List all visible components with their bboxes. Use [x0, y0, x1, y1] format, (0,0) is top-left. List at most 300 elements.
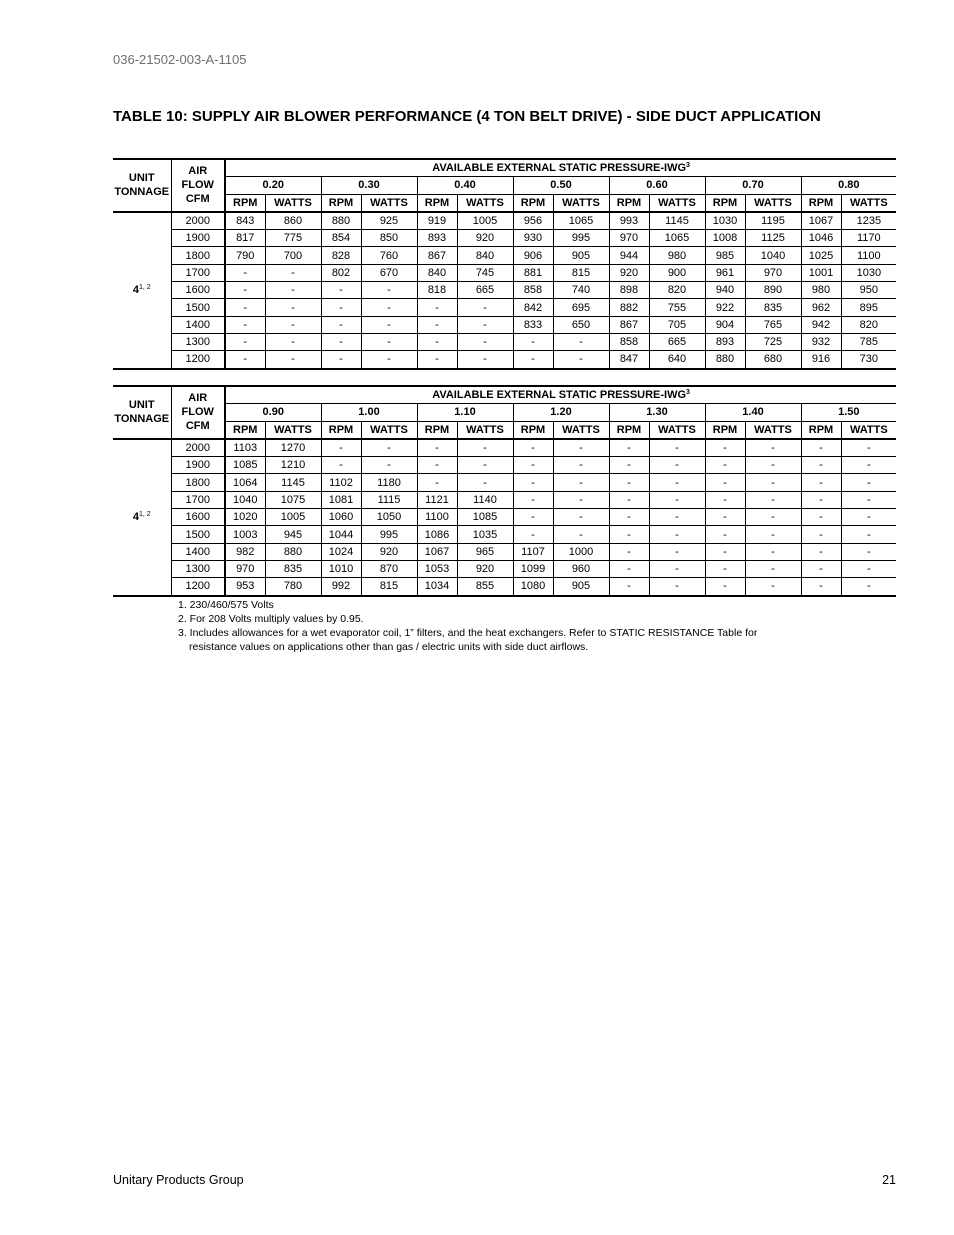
rpm-cell: -: [609, 578, 649, 596]
rpm-cell: 1067: [801, 212, 841, 230]
tonnage-cell: [113, 212, 171, 369]
watts-cell: 870: [361, 560, 417, 577]
watts-header: WATTS: [361, 194, 417, 212]
rpm-cell: 1103: [225, 439, 265, 457]
watts-header: WATTS: [553, 421, 609, 439]
cfm-cell: 1200: [171, 351, 225, 369]
rpm-cell: 893: [705, 333, 745, 350]
rpm-cell: -: [225, 333, 265, 350]
blower-performance-table-2: [113, 385, 896, 597]
rpm-cell: 880: [705, 351, 745, 369]
rpm-cell: 930: [513, 230, 553, 247]
watts-cell: -: [841, 474, 896, 491]
watts-header: WATTS: [361, 421, 417, 439]
rpm-cell: -: [225, 316, 265, 333]
watts-cell: -: [649, 439, 705, 457]
unit-tonnage-header: [113, 386, 171, 439]
rpm-cell: 858: [513, 282, 553, 299]
rpm-cell: 916: [801, 351, 841, 369]
watts-cell: 745: [457, 264, 513, 281]
watts-cell: -: [553, 457, 609, 474]
watts-cell: 1145: [265, 474, 321, 491]
rpm-cell: -: [801, 526, 841, 543]
watts-cell: -: [457, 439, 513, 457]
table-row: [113, 560, 896, 577]
watts-cell: 970: [745, 264, 801, 281]
rpm-cell: -: [513, 457, 553, 474]
rpm-cell: -: [513, 474, 553, 491]
watts-header: WATTS: [841, 421, 896, 439]
rpm-cell: -: [801, 491, 841, 508]
rpm-cell: -: [801, 474, 841, 491]
watts-cell: 650: [553, 316, 609, 333]
watts-header: WATTS: [265, 194, 321, 212]
watts-cell: 670: [361, 264, 417, 281]
watts-cell: -: [361, 439, 417, 457]
cfm-cell: 1400: [171, 543, 225, 560]
cfm-cell: 2000: [171, 439, 225, 457]
rpm-cell: 828: [321, 247, 361, 264]
watts-cell: -: [745, 578, 801, 596]
watts-cell: -: [841, 457, 896, 474]
rpm-header: RPM: [417, 194, 457, 212]
watts-cell: 895: [841, 299, 896, 316]
rpm-cell: -: [513, 526, 553, 543]
rpm-cell: 882: [609, 299, 649, 316]
watts-cell: -: [649, 560, 705, 577]
rpm-cell: 1081: [321, 491, 361, 508]
watts-cell: -: [265, 282, 321, 299]
pressure-header: 0.50: [513, 177, 609, 194]
rpm-cell: 790: [225, 247, 265, 264]
cfm-cell: 1800: [171, 247, 225, 264]
rpm-cell: -: [705, 560, 745, 577]
watts-cell: 1075: [265, 491, 321, 508]
rpm-cell: -: [225, 264, 265, 281]
watts-cell: 640: [649, 351, 705, 369]
rpm-cell: 847: [609, 351, 649, 369]
header-row: [113, 386, 896, 404]
cfm-cell: 1900: [171, 457, 225, 474]
esp-label: AVAILABLE EXTERNAL STATIC PRESSURE-IWG: [432, 389, 687, 402]
unit-label: UNIT: [128, 172, 155, 185]
rpm-cell: 1030: [705, 212, 745, 230]
rpm-cell: 1025: [801, 247, 841, 264]
watts-header: WATTS: [265, 421, 321, 439]
rpm-cell: -: [321, 333, 361, 350]
watts-cell: 905: [553, 578, 609, 596]
watts-header: WATTS: [841, 194, 896, 212]
rpm-cell: 993: [609, 212, 649, 230]
table-row: [113, 264, 896, 281]
esp-footnote-ref: 3: [686, 162, 690, 170]
footnote-3-continued: resistance values on applications other than gas / electric units with side duct airflows.: [189, 641, 589, 653]
table-row: [113, 526, 896, 543]
rpm-cell: 953: [225, 578, 265, 596]
rpm-cell: 1067: [417, 543, 457, 560]
rpm-cell: -: [417, 457, 457, 474]
rpm-cell: -: [417, 351, 457, 369]
rpm-cell: -: [801, 578, 841, 596]
rpm-cell: -: [705, 578, 745, 596]
footnote-1: 1. 230/460/575 Volts: [178, 599, 274, 611]
rpm-header: RPM: [321, 194, 361, 212]
rpm-cell: -: [705, 457, 745, 474]
watts-header: WATTS: [457, 194, 513, 212]
watts-cell: 1235: [841, 212, 896, 230]
watts-cell: -: [649, 491, 705, 508]
tonnage-footnote-ref: 1, 2: [138, 284, 151, 292]
watts-cell: 925: [361, 212, 417, 230]
table-row: [113, 543, 896, 560]
pressure-header: 0.90: [225, 404, 321, 421]
footnotes: [178, 598, 757, 654]
watts-cell: -: [457, 457, 513, 474]
watts-cell: 835: [265, 560, 321, 577]
rpm-cell: -: [417, 474, 457, 491]
watts-cell: -: [457, 351, 513, 369]
watts-cell: 730: [841, 351, 896, 369]
table-row: [113, 439, 896, 457]
rpm-cell: 1034: [417, 578, 457, 596]
rpm-cell: 867: [609, 316, 649, 333]
watts-cell: -: [457, 333, 513, 350]
table-title: TABLE 10: SUPPLY AIR BLOWER PERFORMANCE (4 TON BELT DRIVE) - SIDE DUCT APPLICATION: [113, 108, 821, 125]
watts-cell: 1065: [553, 212, 609, 230]
rpm-cell: 940: [705, 282, 745, 299]
watts-cell: 665: [457, 282, 513, 299]
rpm-header: RPM: [705, 421, 745, 439]
watts-cell: -: [841, 560, 896, 577]
watts-cell: 860: [265, 212, 321, 230]
watts-cell: 965: [457, 543, 513, 560]
rpm-cell: 1099: [513, 560, 553, 577]
watts-header: WATTS: [745, 421, 801, 439]
cfm-cell: 1800: [171, 474, 225, 491]
rpm-cell: 840: [417, 264, 457, 281]
watts-cell: 920: [457, 560, 513, 577]
rpm-watts-row: [113, 421, 896, 439]
table-row: [113, 212, 896, 230]
tonnage-value: 4: [132, 284, 139, 297]
rpm-cell: 893: [417, 230, 457, 247]
watts-cell: 835: [745, 299, 801, 316]
watts-cell: 905: [553, 247, 609, 264]
rpm-cell: 980: [801, 282, 841, 299]
watts-cell: -: [841, 578, 896, 596]
watts-cell: 1210: [265, 457, 321, 474]
rpm-cell: 1060: [321, 509, 361, 526]
rpm-cell: 802: [321, 264, 361, 281]
watts-cell: 1115: [361, 491, 417, 508]
watts-cell: 785: [841, 333, 896, 350]
rpm-cell: 919: [417, 212, 457, 230]
watts-cell: 1065: [649, 230, 705, 247]
rpm-cell: 920: [609, 264, 649, 281]
rpm-cell: -: [513, 333, 553, 350]
pressure-header: 1.50: [801, 404, 896, 421]
rpm-watts-row: [113, 194, 896, 212]
watts-cell: 1145: [649, 212, 705, 230]
rpm-cell: 922: [705, 299, 745, 316]
rpm-cell: 854: [321, 230, 361, 247]
watts-cell: 1000: [553, 543, 609, 560]
pressure-header: 1.10: [417, 404, 513, 421]
rpm-cell: -: [705, 474, 745, 491]
rpm-cell: 985: [705, 247, 745, 264]
rpm-cell: 1008: [705, 230, 745, 247]
watts-cell: -: [649, 509, 705, 526]
rpm-cell: -: [321, 282, 361, 299]
watts-cell: -: [265, 264, 321, 281]
footnote-2: 2. For 208 Volts multiply values by 0.95.: [178, 613, 364, 625]
air-flow-cfm-header: [171, 386, 225, 439]
watts-cell: 815: [553, 264, 609, 281]
watts-header: WATTS: [457, 421, 513, 439]
rpm-cell: -: [513, 439, 553, 457]
rpm-cell: 843: [225, 212, 265, 230]
rpm-cell: -: [321, 351, 361, 369]
pressure-header: 1.20: [513, 404, 609, 421]
rpm-cell: 881: [513, 264, 553, 281]
rpm-cell: 962: [801, 299, 841, 316]
footer-company: Unitary Products Group: [113, 1173, 244, 1187]
watts-cell: -: [745, 439, 801, 457]
rpm-cell: -: [801, 543, 841, 560]
watts-cell: -: [649, 457, 705, 474]
rpm-cell: -: [609, 439, 649, 457]
rpm-cell: 833: [513, 316, 553, 333]
table-row: [113, 491, 896, 508]
rpm-cell: -: [609, 543, 649, 560]
air-label: AIR: [188, 392, 208, 405]
cfm-cell: 1400: [171, 316, 225, 333]
rpm-header: RPM: [225, 194, 265, 212]
table-row: [113, 509, 896, 526]
rpm-cell: 1107: [513, 543, 553, 560]
watts-cell: -: [265, 351, 321, 369]
watts-cell: -: [649, 526, 705, 543]
watts-cell: 725: [745, 333, 801, 350]
rpm-header: RPM: [513, 421, 553, 439]
watts-cell: -: [265, 316, 321, 333]
rpm-cell: -: [609, 560, 649, 577]
rpm-cell: 842: [513, 299, 553, 316]
pressure-header: 0.30: [321, 177, 417, 194]
watts-cell: -: [649, 474, 705, 491]
cfm-cell: 1600: [171, 282, 225, 299]
cfm-cell: 1300: [171, 560, 225, 577]
pressure-header: 0.80: [801, 177, 896, 194]
tonnage-value: 4: [132, 511, 139, 524]
rpm-header: RPM: [609, 421, 649, 439]
rpm-cell: 1085: [225, 457, 265, 474]
pressure-row: [113, 404, 896, 421]
pressure-header: 0.20: [225, 177, 321, 194]
watts-header: WATTS: [649, 421, 705, 439]
watts-cell: 1005: [457, 212, 513, 230]
cfm-cell: 1700: [171, 264, 225, 281]
watts-cell: -: [841, 543, 896, 560]
esp-footnote-ref: 3: [686, 389, 690, 397]
page-number: 21: [882, 1173, 896, 1187]
watts-cell: 765: [745, 316, 801, 333]
watts-cell: -: [361, 299, 417, 316]
watts-cell: 950: [841, 282, 896, 299]
watts-cell: 815: [361, 578, 417, 596]
tonnage-cell: [113, 439, 171, 596]
rpm-cell: -: [513, 509, 553, 526]
watts-cell: 755: [649, 299, 705, 316]
rpm-cell: -: [705, 509, 745, 526]
watts-cell: -: [553, 474, 609, 491]
watts-cell: -: [361, 333, 417, 350]
rpm-cell: -: [705, 491, 745, 508]
watts-cell: -: [553, 526, 609, 543]
watts-cell: 1035: [457, 526, 513, 543]
rpm-header: RPM: [801, 421, 841, 439]
rpm-cell: -: [321, 316, 361, 333]
watts-cell: 1085: [457, 509, 513, 526]
rpm-cell: -: [609, 526, 649, 543]
rpm-cell: 944: [609, 247, 649, 264]
table-row: [113, 282, 896, 299]
rpm-cell: 956: [513, 212, 553, 230]
pressure-header: 1.40: [705, 404, 801, 421]
footnote-3: 3. Includes allowances for a wet evaporator coil, 1” filters, and the heat exchangers. Refer to STATIC RESISTANCE Table for: [178, 627, 758, 639]
watts-cell: 1270: [265, 439, 321, 457]
watts-cell: 1170: [841, 230, 896, 247]
rpm-cell: 1080: [513, 578, 553, 596]
rpm-cell: 818: [417, 282, 457, 299]
rpm-cell: -: [225, 282, 265, 299]
watts-cell: 1050: [361, 509, 417, 526]
cfm-cell: 1900: [171, 230, 225, 247]
esp-header: [225, 159, 896, 177]
watts-cell: -: [361, 457, 417, 474]
flow-label: FLOW: [181, 406, 214, 419]
pressure-header: 1.00: [321, 404, 417, 421]
rpm-cell: 817: [225, 230, 265, 247]
watts-cell: 760: [361, 247, 417, 264]
table-row: [113, 333, 896, 350]
pressure-header: 0.60: [609, 177, 705, 194]
rpm-cell: 942: [801, 316, 841, 333]
rpm-cell: 898: [609, 282, 649, 299]
watts-cell: 740: [553, 282, 609, 299]
rpm-cell: -: [417, 299, 457, 316]
rpm-cell: -: [417, 316, 457, 333]
rpm-cell: 1044: [321, 526, 361, 543]
watts-cell: 855: [457, 578, 513, 596]
document-id: 036-21502-003-A-1105: [113, 52, 247, 67]
rpm-cell: 970: [609, 230, 649, 247]
tonnage-footnote-ref: 1, 2: [138, 511, 151, 519]
header-row: [113, 159, 896, 177]
table-row: [113, 247, 896, 264]
cfm-cell: 1600: [171, 509, 225, 526]
rpm-cell: 1086: [417, 526, 457, 543]
watts-cell: -: [457, 474, 513, 491]
rpm-cell: -: [513, 351, 553, 369]
watts-cell: 1195: [745, 212, 801, 230]
pressure-header: 1.30: [609, 404, 705, 421]
watts-header: WATTS: [553, 194, 609, 212]
rpm-cell: 1100: [417, 509, 457, 526]
rpm-cell: 858: [609, 333, 649, 350]
watts-cell: -: [841, 439, 896, 457]
rpm-cell: 880: [321, 212, 361, 230]
rpm-cell: -: [801, 509, 841, 526]
watts-cell: -: [553, 351, 609, 369]
pressure-row: [113, 177, 896, 194]
rpm-cell: -: [513, 491, 553, 508]
watts-cell: 780: [265, 578, 321, 596]
tonnage-label: TONNAGE: [114, 413, 170, 426]
rpm-cell: -: [801, 457, 841, 474]
rpm-cell: -: [801, 439, 841, 457]
watts-cell: -: [265, 333, 321, 350]
rpm-cell: -: [609, 457, 649, 474]
watts-cell: 1005: [265, 509, 321, 526]
watts-cell: -: [553, 333, 609, 350]
cfm-label: CFM: [185, 420, 210, 433]
rpm-cell: 1020: [225, 509, 265, 526]
watts-cell: -: [745, 560, 801, 577]
table-row: [113, 230, 896, 247]
table-row: [113, 299, 896, 316]
cfm-cell: 1700: [171, 491, 225, 508]
rpm-cell: 1121: [417, 491, 457, 508]
cfm-cell: 1500: [171, 299, 225, 316]
rpm-cell: -: [705, 439, 745, 457]
watts-cell: -: [841, 526, 896, 543]
rpm-header: RPM: [705, 194, 745, 212]
watts-cell: 705: [649, 316, 705, 333]
watts-cell: -: [361, 316, 417, 333]
flow-label: FLOW: [181, 179, 214, 192]
watts-cell: -: [745, 509, 801, 526]
watts-cell: 995: [553, 230, 609, 247]
cfm-cell: 1300: [171, 333, 225, 350]
rpm-cell: 1003: [225, 526, 265, 543]
watts-cell: -: [745, 457, 801, 474]
rpm-cell: -: [417, 439, 457, 457]
rpm-cell: 970: [225, 560, 265, 577]
watts-cell: 1100: [841, 247, 896, 264]
rpm-cell: -: [705, 526, 745, 543]
rpm-cell: -: [609, 509, 649, 526]
watts-cell: 900: [649, 264, 705, 281]
watts-cell: -: [745, 526, 801, 543]
rpm-cell: 932: [801, 333, 841, 350]
table-row: [113, 474, 896, 491]
watts-cell: 920: [457, 230, 513, 247]
rpm-header: RPM: [417, 421, 457, 439]
watts-cell: 700: [265, 247, 321, 264]
watts-cell: 1040: [745, 247, 801, 264]
watts-cell: 890: [745, 282, 801, 299]
watts-header: WATTS: [649, 194, 705, 212]
rpm-header: RPM: [609, 194, 649, 212]
watts-cell: 1140: [457, 491, 513, 508]
watts-cell: -: [649, 578, 705, 596]
table-row: [113, 578, 896, 596]
rpm-header: RPM: [801, 194, 841, 212]
watts-cell: -: [745, 474, 801, 491]
watts-cell: 840: [457, 247, 513, 264]
rpm-cell: 1046: [801, 230, 841, 247]
